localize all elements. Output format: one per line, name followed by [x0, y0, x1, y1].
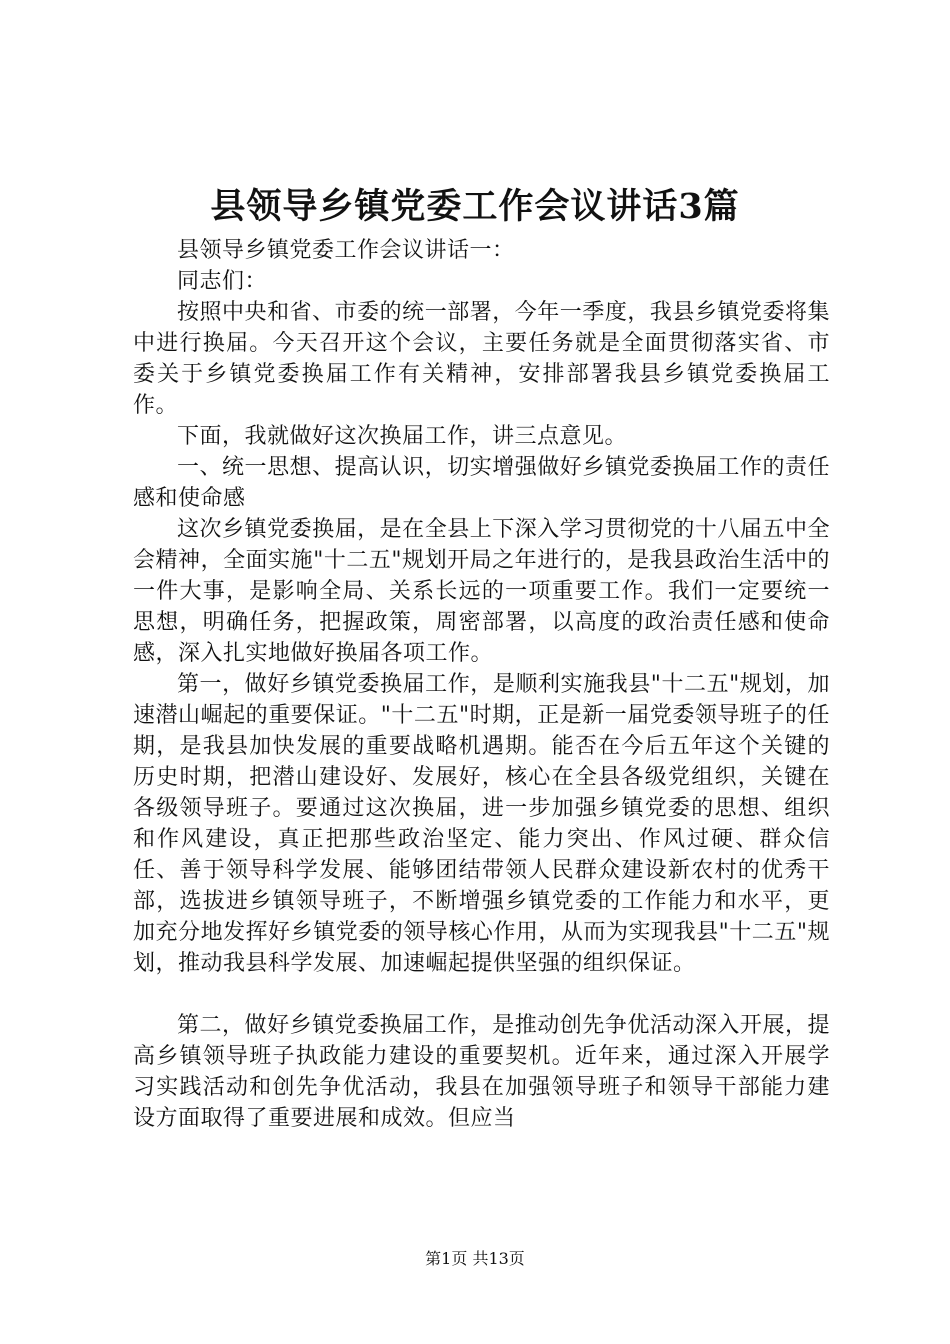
paragraph: 这次乡镇党委换届，是在全县上下深入学习贯彻党的十八届五中全会精神，全面实施"十二五"规划开局之年进行的，是我县政治生活中的一件大事，是影响全局、关系长远的一项重要工作。我们一定要统一思想，明确任务，把握政策，周密部署，以高度的政治责任感和使命感，深入扎实地做好换届各项工作。: [133, 517, 830, 666]
paragraph: 按照中央和省、市委的统一部署，今年一季度，我县乡镇党委将集中进行换届。今天召开这个会议，主要任务就是全面贯彻落实省、市委关于乡镇党委换届工作有关精神，安排部署我县乡镇党委换届工作。: [133, 300, 830, 418]
paragraph: 县领导乡镇党委工作会议讲话一：: [177, 238, 515, 263]
document-title: 县领导乡镇党委工作会议讲话3篇: [210, 186, 740, 227]
page-footer: 第1页 共13页: [425, 1249, 525, 1268]
paragraph: 同志们：: [177, 269, 268, 294]
section-heading: 一、统一思想、提高认识，切实增强做好乡镇党委换届工作的责任感和使命感: [133, 455, 830, 511]
paragraph: 第一，做好乡镇党委换届工作，是顺利实施我县"十二五"规划，加速潜山崛起的重要保证。"十二五"时期，正是新一届党委领导班子的任期，是我县加快发展的重要战略机遇期。能否在今后五年这个关键的历史时期，把潜山建设好、发展好，核心在全县各级党组织，关键在各级领导班子。要通过这次换届，进一步加强乡镇党委的思想、组织和作风建设，真正把那些政治坚定、能力突出、作风过硬、群众信任、善于领导科学发展、能够团结带领人民群众建设新农村的优秀干部，选拔进乡镇领导班子，不断增强乡镇党委的工作能力和水平，更加充分地发挥好乡镇党委的领导核心作用，从而为实现我县"十二五"规划，推动我县科学发展、加速崛起提供坚强的组织保证。: [133, 672, 830, 976]
paragraph: 下面，我就做好这次换届工作，讲三点意见。: [177, 424, 628, 449]
document-body: [133, 235, 830, 1134]
paragraph: 第二，做好乡镇党委换届工作，是推动创先争优活动深入开展，提高乡镇领导班子执政能力建设的重要契机。近年来，通过深入开展学习实践活动和创先争优活动，我县在加强领导班子和领导干部能力建设方面取得了重要进展和成效。但应当: [133, 1013, 830, 1131]
